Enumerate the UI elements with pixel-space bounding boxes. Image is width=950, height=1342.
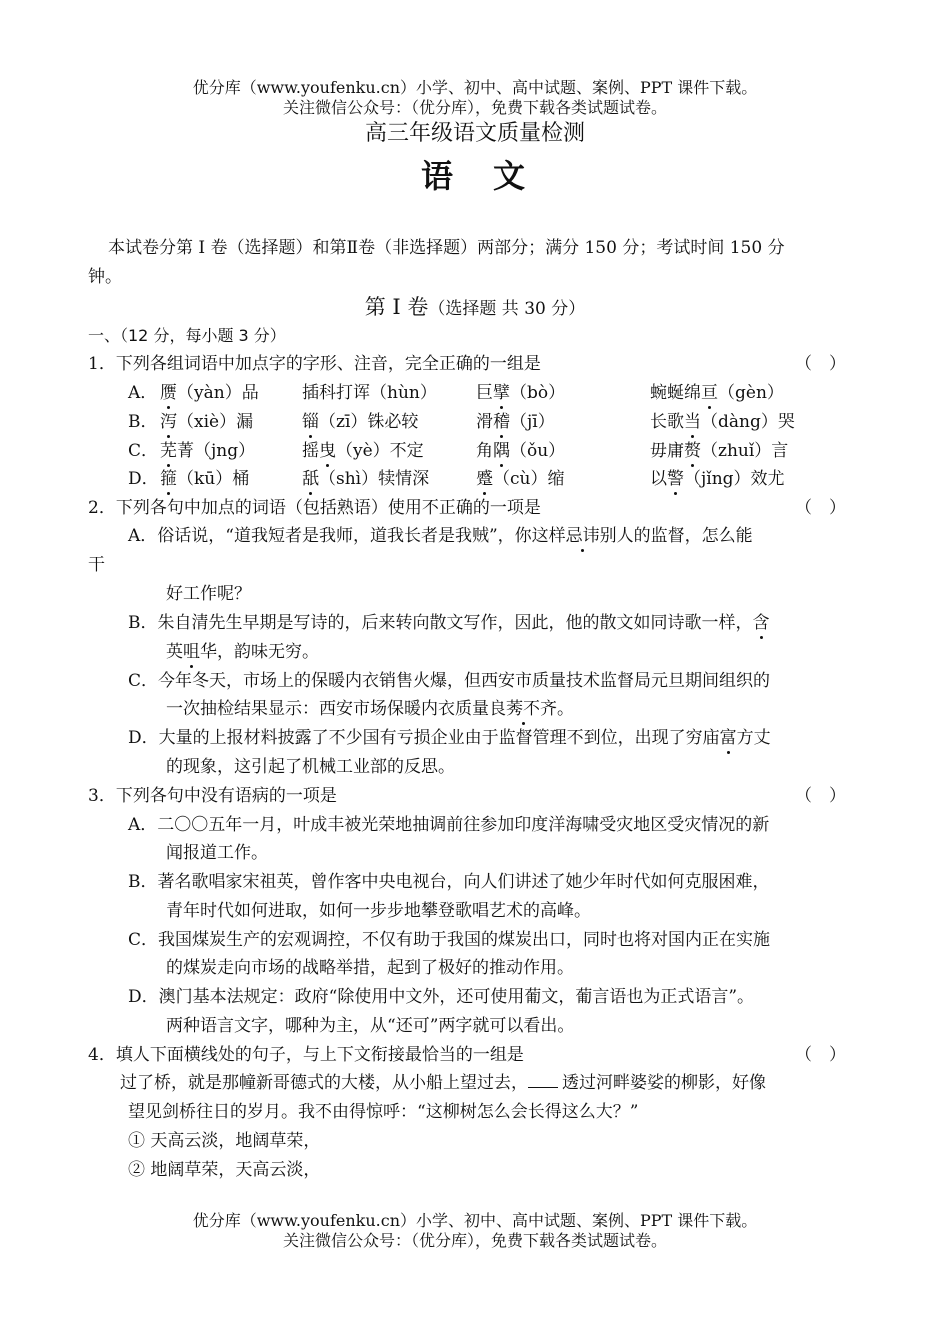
header-line-2: 关注微信公众号：（优分库），免费下载各类试题试卷。 [282,98,667,117]
q2-option-d-line-2: 的现象，这引起了机械工业部的反思。 [166,757,455,777]
q3-option-b-line-1: B．著名歌唱家宋祖英，曾作客中央电视台，向人们讲述了她少年时代如何克服困难， [128,872,770,892]
text-fragment: D． [128,469,159,489]
text-fragment: 当 [684,412,701,432]
q3-option-c-line-1: C．我国煤炭生产的宏观调控，不仅有助于我国的煤炭出口，同时也将对国内正在实施 [128,930,771,950]
text-fragment: 巨 [476,383,493,403]
text-fragment: （cù）缩 [493,469,565,489]
section-1-heading: 一、（12 分，每小题 3 分） [88,326,286,345]
q3-option-a-line-2: 闻报道工作。 [166,843,268,863]
option-column [476,381,565,405]
option-column [302,410,418,434]
option-column [160,381,259,405]
text-fragment: 忌讳 [565,526,600,546]
option-column [302,439,424,463]
text-fragment: 透过河畔婆娑的柳影，好像 [562,1073,766,1093]
q1-stem: 1．下列各组词语中加点字的字形、注音，完全正确的一组是 [88,354,541,374]
text-fragment: 摇 [302,441,319,461]
text-fragment: 稽 [493,412,510,432]
text-fragment: （xiè）漏 [177,412,254,432]
q3-option-d-line-2: 两种语言文字，哪种为主，从“还可”两字就可以看出。 [166,1016,575,1036]
text-fragment: 泻 [160,412,177,432]
option-column [650,467,785,491]
text-fragment: 以 [650,469,667,489]
option-column [476,410,555,434]
option-column [160,410,253,434]
text-fragment: （jī） [510,412,555,432]
text-fragment: A． [128,383,158,403]
text-fragment: 亘 [701,383,718,403]
q2-stem: 2．下列各句中加点的词语（包括熟语）使用不正确的一项是 [88,498,541,518]
q4-passage-line-1 [120,1071,766,1095]
q1-answer-paren: （ ） [795,354,846,374]
text-fragment: 蹙 [476,469,493,489]
q4-option-1: ① 天高云淡，地阔草荣， [128,1131,321,1151]
text-fragment: （yàn）品 [177,383,259,403]
text-fragment: 角 [476,441,493,461]
option-column [160,439,255,463]
text-fragment: 擘 [493,383,510,403]
text-fragment: 滑 [476,412,493,432]
q3-stem: 3．下列各句中没有语病的一项是 [88,786,337,806]
text-fragment: 含 [752,613,770,633]
text-fragment: 英咀华 [166,642,217,662]
q3-option-a-line-1: A．二〇〇五年一月，叶成丰被光荣地抽调前往参加印度洋海啸受灾地区受灾情况的新 [128,815,770,835]
exam-title: 高三年级语文质量检测 [364,121,585,146]
q2-option-b-line-2 [166,640,319,664]
option-column [302,467,429,491]
text-fragment: 插科打诨（hùn） [302,383,437,403]
q2-answer-paren: （ ） [795,498,846,518]
text-fragment: 别人的监督，怎么能 [599,526,753,546]
q2-option-b-line-1 [128,611,770,635]
text-fragment: D．大量的上报材料披露了不少国有亏损企业由于监督管理不到位，出现了 [128,728,686,748]
text-fragment: ，韵味无穷。 [217,642,319,662]
text-fragment: 过了桥，就是那幢新哥德式的大楼，从小船上望过去， [120,1073,528,1093]
text-fragment: 毋庸 [650,441,684,461]
text-fragment: B．朱自清先生早期是写诗的，后来转向散文写作，因此，他的散文如同诗歌一样， [128,613,753,633]
q3-option-d-line-1: D．澳门基本法规定：政府“除使用中文外，还可使用葡文，葡言语也为正式语言”。 [128,987,755,1007]
q4-answer-paren: （ ） [795,1045,846,1065]
q3-option-c-line-2: 的煤炭走向市场的战略举措，起到了极好的推动作用。 [166,958,574,978]
text-fragment: （dàng）哭 [701,412,795,432]
q4-answer-blank[interactable] [528,1073,558,1088]
text-fragment: 赘 [684,441,701,461]
text-fragment: 良莠不齐 [489,699,557,719]
text-fragment: 锱 [302,412,319,432]
q2-option-c-line-2 [166,697,574,721]
text-fragment: 警 [667,469,684,489]
text-fragment: （bò） [510,383,566,403]
q3-option-b-line-2: 青年时代如何进取，如何一步步地攀登歌唱艺术的高峰。 [166,901,591,921]
text-fragment: 。 [557,699,574,719]
text-fragment: 芜 [160,441,177,461]
text-fragment: （shì）犊情深 [319,469,430,489]
text-fragment: 穷庙富方丈 [685,728,771,748]
q2-option-a-line-1 [128,524,753,548]
q4-option-2: ② 地阔草荣，天高云淡， [128,1160,321,1180]
footer-line-2: 关注微信公众号：（优分库），免费下载各类试题试卷。 [282,1231,667,1250]
q2-option-a-line-3: 好工作呢？ [166,584,251,604]
volume-title: 第 I 卷 [364,295,429,319]
text-fragment: 一次抽检结果显示：西安市场保暖内衣质量 [166,699,489,719]
text-fragment: B． [128,412,158,432]
text-fragment: A．俗话说，“道我短者是我师，道我长者是我贼”，你这样 [128,526,566,546]
q4-stem: 4．填人下面横线处的句子，与上下文衔接最恰当的一组是 [88,1045,524,1065]
text-fragment: 曳 [319,441,336,461]
option-column [476,467,564,491]
volume-heading [0,295,950,321]
text-fragment: 隅 [493,441,510,461]
text-fragment: （zhuǐ）言 [701,441,789,461]
q3-answer-paren: （ ） [795,786,846,806]
text-fragment: （kū）桶 [177,469,250,489]
option-column [650,410,795,434]
text-fragment: （jǐng）效尤 [684,469,785,489]
text-fragment: （yè）不定 [336,441,424,461]
option-column [160,467,249,491]
q2-option-c-line-1: C．今年冬天，市场上的保暖内衣销售火爆，但西安市质量技术监督局元旦期间组织的 [128,671,771,691]
text-fragment: （zī）铢必较 [319,412,419,432]
text-fragment: 箍 [160,469,177,489]
text-fragment: C． [128,441,159,461]
intro-line-2: 钟。 [88,267,122,287]
footer-line-1: 优分库（www.youfenku.cn）小学、初中、高中试题、案例、PPT 课件下载。 [192,1211,758,1230]
option-column [476,439,565,463]
option-column [650,439,788,463]
header-line-1: 优分库（www.youfenku.cn）小学、初中、高中试题、案例、PPT 课件下载。 [192,78,758,97]
text-fragment: 菁（jng） [177,441,256,461]
text-fragment: （ǒu） [510,441,566,461]
text-fragment: 蜿蜒绵 [650,383,701,403]
text-fragment: 赝 [160,383,177,403]
intro-line-1: 本试卷分第 I 卷（选择题）和第Ⅱ卷（非选择题）两部分；满分 150 分；考试时间 150 分 [108,238,785,258]
q4-passage-line-2: 望见剑桥往日的岁月。我不由得惊呼：“这柳树怎么会长得这么大？” [128,1102,639,1122]
text-fragment: （gèn） [718,383,784,403]
volume-note: （选择题 共 30 分） [428,299,586,319]
text-fragment: 舐 [302,469,319,489]
text-fragment: 长歌 [650,412,684,432]
option-column [650,381,784,405]
q2-option-d-line-1 [128,726,771,750]
q2-option-a-line-2: 干 [88,555,105,575]
subject-title: 语 文 [420,157,529,195]
